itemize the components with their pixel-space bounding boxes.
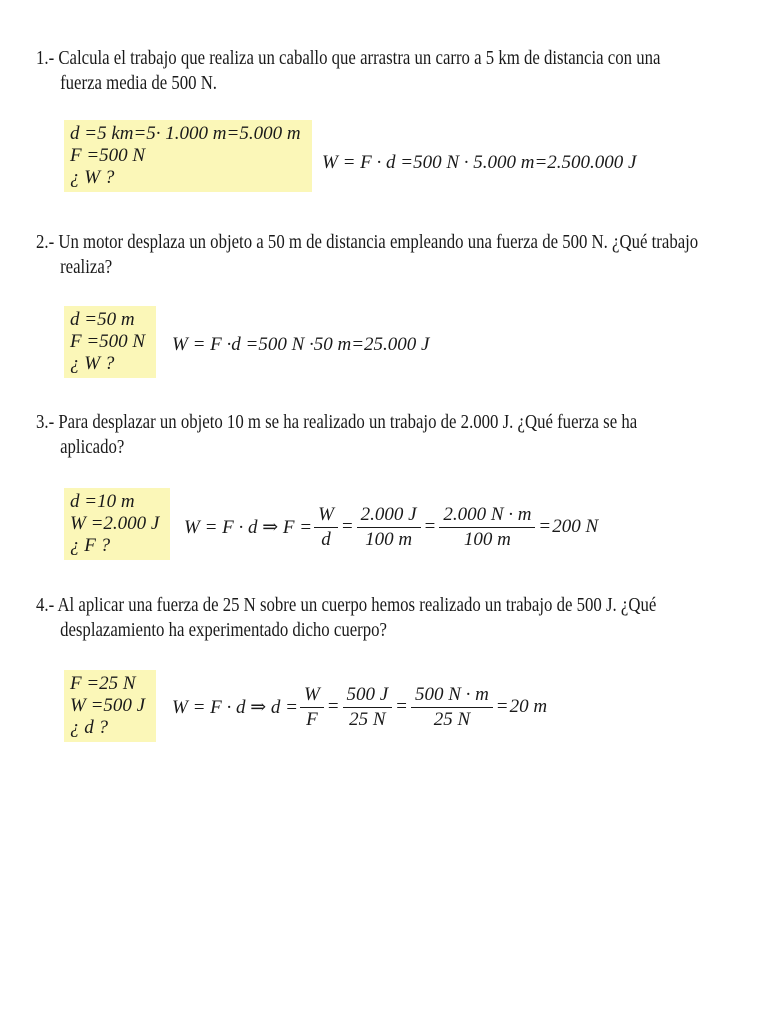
- problem-number: 3.-: [36, 412, 55, 433]
- fraction: [314, 504, 338, 551]
- fraction-numerator: 2.000 N · m: [439, 504, 535, 528]
- fraction: [300, 684, 324, 731]
- fraction: [411, 684, 493, 731]
- fraction: [357, 504, 421, 551]
- solution-prefix: W = F · d ⇒ d =: [172, 696, 298, 718]
- given-line: ¿ W ?: [70, 167, 115, 188]
- statement-line-2: desplazamiento ha experimentado dicho cuerpo?: [60, 620, 387, 641]
- fraction: [343, 684, 393, 731]
- equals-sign: =: [341, 516, 353, 537]
- fraction-denominator: F: [306, 708, 318, 730]
- problem-3-statement: [36, 410, 750, 460]
- equals-sign: =: [327, 696, 339, 717]
- fraction-numerator: 2.000 J: [357, 504, 421, 528]
- equals-sign: =: [496, 696, 508, 717]
- fraction-numerator: 500 J: [343, 684, 393, 708]
- problem-2: [36, 230, 756, 280]
- equals-sign: =: [539, 516, 551, 537]
- statement-line-2: realiza?: [60, 257, 113, 278]
- problem-3-solution: [184, 502, 598, 552]
- problem-2-given-box: [64, 306, 156, 378]
- given-line: ¿ F ?: [70, 535, 111, 556]
- given-line: W =500 J: [70, 695, 146, 716]
- given-line: d =10 m: [70, 491, 135, 512]
- problem-3: [36, 410, 756, 460]
- given-line: ¿ W ?: [70, 353, 115, 374]
- given-line: d =50 m: [70, 309, 135, 330]
- fraction-numerator: 500 N · m: [411, 684, 493, 708]
- equals-sign: =: [396, 696, 407, 717]
- solution-expression: W = F ·d =500 N ·50 m=25.000 J: [172, 334, 430, 355]
- problem-1-statement: [36, 46, 750, 96]
- solution-expression: W = F · d =500 N · 5.000 m=2.500.000 J: [322, 152, 637, 173]
- fraction: [439, 504, 535, 551]
- given-line: W =2.000 J: [70, 513, 160, 534]
- problem-4-given-box: [64, 670, 156, 742]
- given-line: d =5 km=5· 1.000 m=5.000 m: [70, 123, 301, 144]
- statement-line-1: Al aplicar una fuerza de 25 N sobre un cuerpo hemos realizado un trabajo de 500 J. ¿Qué: [57, 595, 657, 616]
- fraction-denominator: 100 m: [463, 528, 511, 550]
- fraction-denominator: 25 N: [349, 708, 386, 730]
- solution-prefix: W = F · d ⇒ F =: [184, 516, 313, 538]
- fraction-denominator: 100 m: [365, 528, 413, 550]
- problem-4-statement: [36, 593, 750, 643]
- problem-3-given-box: [64, 488, 170, 560]
- solution-result: 200 N: [552, 516, 599, 537]
- statement-line-1: Para desplazar un objeto 10 m se ha realizado un trabajo de 2.000 J. ¿Qué fuerza se ha: [58, 412, 638, 433]
- fraction-numerator: W: [314, 504, 338, 528]
- fraction-denominator: 25 N: [433, 708, 471, 730]
- problem-number: 2.-: [36, 232, 55, 253]
- problem-2-statement: [36, 230, 750, 280]
- statement-line-2: aplicado?: [60, 437, 125, 458]
- equals-sign: =: [424, 516, 436, 537]
- given-line: F =500 N: [70, 145, 146, 166]
- statement-line-1: Un motor desplaza un objeto a 50 m de distancia empleando una fuerza de 500 N. ¿Qué trabajo: [58, 232, 699, 253]
- given-line: ¿ d ?: [70, 717, 108, 738]
- given-line: F =25 N: [70, 673, 136, 694]
- solution-result: 20 m: [509, 696, 548, 717]
- statement-line-1: Calcula el trabajo que realiza un caballo que arrastra un carro a 5 km de distancia con una: [58, 48, 661, 69]
- statement-line-2: fuerza media de 500 N.: [60, 73, 218, 94]
- problem-number: 1.-: [36, 48, 55, 69]
- fraction-numerator: W: [300, 684, 324, 708]
- given-line: F =500 N: [70, 331, 146, 352]
- problem-1-given-box: [64, 120, 312, 192]
- problem-4: [36, 593, 756, 643]
- fraction-denominator: d: [321, 528, 331, 550]
- problem-1-solution: [322, 150, 636, 176]
- problem-4-solution: [172, 682, 547, 732]
- problem-2-solution: [172, 332, 429, 358]
- problem-number: 4.-: [36, 595, 55, 616]
- problem-1: [36, 46, 756, 96]
